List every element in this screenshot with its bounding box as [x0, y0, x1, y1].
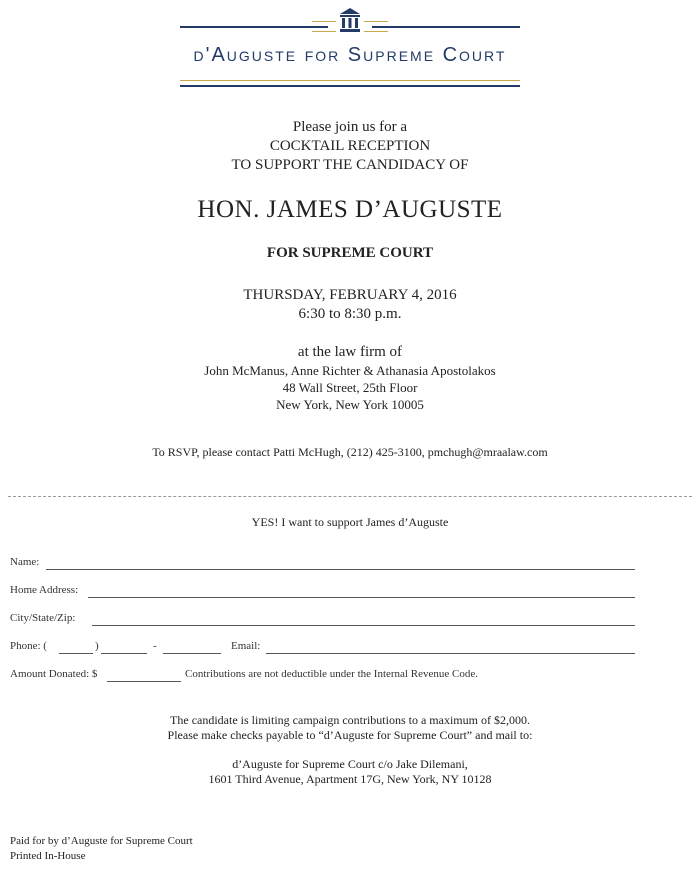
invite-intro: Please join us for a — [292, 119, 408, 135]
name-label: Name: — [10, 556, 40, 568]
office-line: FOR SUPREME COURT — [266, 245, 434, 261]
contribution-limit: The candidate is limiting campaign contributions to a maximum of $2,000. — [170, 713, 530, 727]
candidate-name: HON. JAMES D’AUGUSTE — [197, 196, 503, 223]
logo-rule-bottom — [180, 85, 520, 87]
event-date: THURSDAY, FEBRUARY 4, 2016 — [243, 287, 457, 303]
courthouse-icon — [339, 7, 361, 33]
rsvp-line: To RSVP, please contact Patti McHugh, (212) 425-3100, pmchugh@mraalaw.com — [152, 445, 548, 459]
brand-name: d'Auguste for Supreme Court — [193, 44, 507, 66]
city-label: City/State/Zip: — [10, 612, 76, 624]
candidacy-line: TO SUPPORT THE CANDIDACY OF — [231, 157, 469, 173]
venue-firm: John McManus, Anne Richter & Athanasia Apostolakos — [204, 363, 496, 378]
name-row — [10, 556, 635, 572]
city-row — [10, 612, 635, 628]
checks-payable: Please make checks payable to “d’Auguste for Supreme Court” and mail to: — [167, 728, 533, 742]
amount-field[interactable] — [107, 681, 181, 682]
cut-line — [8, 496, 692, 497]
phone-number-field[interactable] — [163, 653, 221, 654]
phone-label: Phone: ( — [10, 640, 47, 652]
logo-gold-rule — [312, 31, 336, 32]
email-field[interactable] — [266, 653, 635, 654]
venue-intro: at the law firm of — [297, 344, 403, 360]
phone-row — [10, 640, 635, 656]
logo-gold-rule-bottom — [180, 80, 520, 81]
form-heading: YES! I want to support James d’Auguste — [251, 515, 449, 529]
phone-area-field[interactable] — [59, 653, 93, 654]
venue-address-1: 48 Wall Street, 25th Floor — [282, 380, 418, 395]
event-time: 6:30 to 8:30 p.m. — [298, 306, 402, 322]
phone-dash: - — [153, 640, 157, 652]
address-row — [10, 584, 635, 600]
venue-address-2: New York, New York 10005 — [276, 397, 424, 412]
email-label: Email: — [231, 640, 261, 652]
address-field[interactable] — [88, 597, 635, 598]
name-field[interactable] — [46, 569, 635, 570]
amount-label: Amount Donated: $ — [10, 668, 98, 680]
phone-close-paren: ) — [95, 640, 99, 652]
tax-note: Contributions are not deductible under the Internal Revenue Code. — [185, 668, 478, 680]
paid-for-by: Paid for by d’Auguste for Supreme Court — [10, 835, 193, 847]
logo-rule-left-top — [180, 26, 328, 28]
amount-row — [10, 668, 635, 684]
mail-address-1: d’Auguste for Supreme Court c/o Jake Dilemani, — [232, 757, 468, 771]
printed-in-house: Printed In-House — [10, 850, 86, 862]
logo-gold-rule — [364, 21, 388, 22]
event-type: COCKTAIL RECEPTION — [269, 138, 431, 154]
mail-address-2: 1601 Third Avenue, Apartment 17G, New York, NY 10128 — [208, 772, 492, 786]
logo-rule-right-top — [372, 26, 520, 28]
phone-prefix-field[interactable] — [101, 653, 147, 654]
address-label: Home Address: — [10, 584, 79, 596]
city-field[interactable] — [92, 625, 635, 626]
logo-gold-rule — [364, 31, 388, 32]
logo-gold-rule — [312, 21, 336, 22]
